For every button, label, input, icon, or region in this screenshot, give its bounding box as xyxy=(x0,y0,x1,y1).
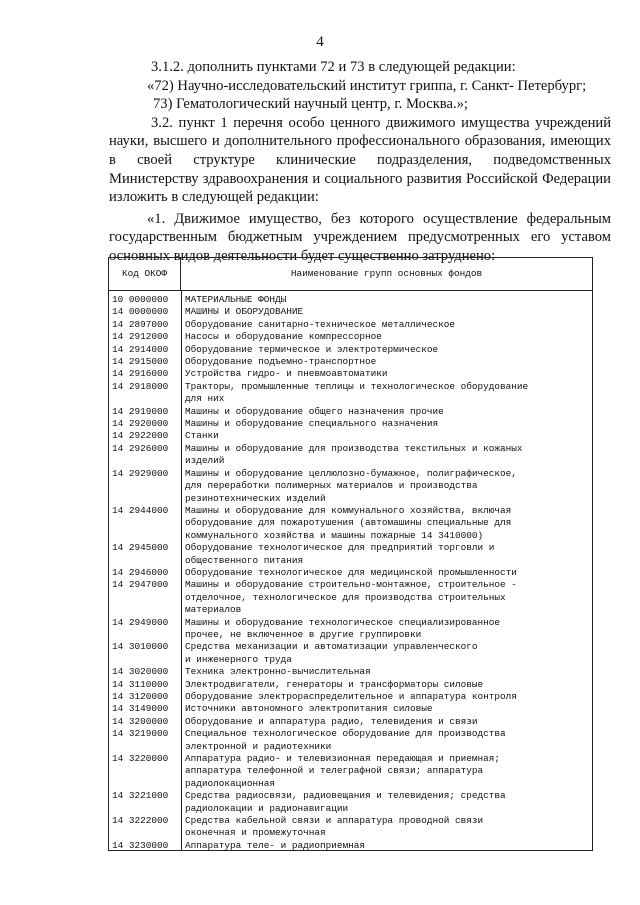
table-body xyxy=(109,290,592,850)
table-row xyxy=(109,716,592,728)
asset-group-name: МАТЕРИАЛЬНЫЕ ФОНДЫ xyxy=(185,294,287,305)
okof-code: 10 0000000 xyxy=(112,294,169,305)
asset-group-name: Машины и оборудование целлюлозно-бумажное, полиграфическое, для переработки полимерных материалов и производства резинотехнических изделий xyxy=(185,467,517,504)
table-row xyxy=(109,679,592,691)
asset-group-name: Средства механизации и автоматизации управленческого и инженерного труда xyxy=(185,641,478,665)
column-header-name: Наименование групп основных фондов xyxy=(290,267,483,279)
asset-group-name: Машины и оборудование для коммунального хозяйства, включая оборудование для пожаротушения (автомашины специальные для коммунального хозяйства и машины пожарные 14 3410000) xyxy=(185,504,512,541)
table-row xyxy=(109,703,592,715)
asset-group-name: Аппаратура теле- и радиоприемная xyxy=(185,839,366,851)
asset-group-name: Средства радиосвязи, радиовещания и телевидения; средства радиолокации и радионавигации xyxy=(185,790,506,814)
okof-code: 14 2926000 xyxy=(112,442,169,454)
paragraph-item-1: «1. Движимое имущество, без которого осуществление федеральным государственным бюджетным учреждением предусмотренных его уставом основных видов деятельности будет существенно затруднено: xyxy=(109,210,611,264)
okof-code: 14 3110000 xyxy=(112,678,169,690)
asset-group-name: Станки xyxy=(185,430,219,442)
table-rows xyxy=(109,294,592,852)
table-row xyxy=(109,728,592,753)
asset-group-name: Источники автономного электропитания силовые xyxy=(185,703,433,715)
table-row xyxy=(109,753,592,790)
okof-code: 14 3230000 xyxy=(112,839,169,851)
table-row xyxy=(109,344,592,356)
okof-code: 14 2944000 xyxy=(112,504,169,516)
asset-group-name: Оборудование термическое и электротермическое xyxy=(185,343,439,355)
okof-code: 14 2949000 xyxy=(112,616,169,628)
asset-group-name: Аппаратура радио- и телевизионная передающая и приемная; аппаратура телефонной и телеграфной связи; аппаратура радиолокационная xyxy=(185,753,501,789)
asset-group-name: Машины и оборудование строительно-монтажное, строительное - отделочное, технологическое для производства строительных материалов xyxy=(185,579,517,616)
asset-group-name: Машины и оборудование для производства текстильных и кожаных изделий xyxy=(185,442,523,467)
asset-group-name: Насосы и оборудование компрессорное xyxy=(185,331,382,343)
okof-code: 14 2897000 xyxy=(112,318,169,330)
asset-group-name: Специальное технологическое оборудование для производства электронной и радиотехники xyxy=(185,728,506,752)
okof-code: 14 2915000 xyxy=(112,356,169,368)
asset-group-name: Техника электронно-вычислительная xyxy=(185,666,371,678)
asset-group-name: Оборудование санитарно-техническое металлическое xyxy=(185,318,456,330)
table-row xyxy=(109,294,592,306)
table-row xyxy=(109,443,592,468)
page-number: 4 xyxy=(316,34,324,50)
okof-code: 14 2912000 xyxy=(112,331,169,343)
asset-group-name: Оборудование подъемно-транспортное xyxy=(185,356,377,368)
table-row xyxy=(109,840,592,852)
asset-group-name: Устройства гидро- и пневмоавтоматики xyxy=(185,368,388,380)
table-row xyxy=(109,691,592,703)
table-row xyxy=(109,617,592,642)
okof-code: 14 3220000 xyxy=(112,753,169,765)
okof-code: 14 2922000 xyxy=(112,430,169,442)
paragraph-3-1-2: 3.1.2. дополнить пунктами 72 и 73 в следующей редакции: xyxy=(151,59,516,75)
table-row xyxy=(109,468,592,505)
okof-code: 14 3200000 xyxy=(112,715,169,727)
okof-code: 14 2929000 xyxy=(112,467,169,479)
okof-code: 14 2920000 xyxy=(112,418,169,430)
okof-code: 14 2947000 xyxy=(112,579,169,591)
table-row xyxy=(109,306,592,318)
table-row xyxy=(109,579,592,616)
asset-group-name: Оборудование и аппаратура радио, телевидения и связи xyxy=(185,715,478,727)
okof-code: 14 3149000 xyxy=(112,703,169,715)
asset-group-name: Оборудование технологическое для медицинской промышленности xyxy=(185,566,517,578)
okof-code: 14 3219000 xyxy=(112,728,169,740)
table-row xyxy=(109,368,592,380)
okof-code: 14 3222000 xyxy=(112,815,169,827)
asset-group-name: Средства кабельной связи и аппаратура проводной связи оконечная и промежуточная xyxy=(185,815,484,839)
table-row xyxy=(109,666,592,678)
table-row xyxy=(109,542,592,567)
asset-group-name: Оборудование электрораспределительное и аппаратура контроля xyxy=(185,691,517,702)
table-row xyxy=(109,381,592,406)
okof-code: 14 2916000 xyxy=(112,368,169,380)
asset-group-name: Электродвигатели, генераторы и трансформаторы силовые xyxy=(185,678,484,690)
okof-code: 14 2946000 xyxy=(112,566,169,578)
asset-group-name: Машины и оборудование технологическое специализированное прочее, не включенное в другие группировки xyxy=(185,616,501,640)
table-header xyxy=(109,258,592,291)
table-row xyxy=(109,641,592,666)
okof-code: 14 2945000 xyxy=(112,542,169,554)
paragraph-3-2: 3.2. пункт 1 перечня особо ценного движимого имущества учреждений науки, высшего и дополнительного профессионального образования, имеющих в своей структуре клинические подразделения, подведомственных Министерству здравоохранения и социального развития Российской Федерации изложить в следующей редакции: xyxy=(109,114,611,206)
table-row xyxy=(109,815,592,840)
table-row xyxy=(109,505,592,542)
asset-group-name: Оборудование технологическое для предприятий торговли и общественного питания xyxy=(185,542,495,566)
asset-group-name: МАШИНЫ И ОБОРУДОВАНИЕ xyxy=(185,306,304,318)
table-row xyxy=(109,790,592,815)
asset-group-name: Машины и оборудование общего назначения прочие xyxy=(185,405,444,417)
okof-code: 14 2918000 xyxy=(112,380,169,392)
table-row xyxy=(109,430,592,442)
table-row xyxy=(109,356,592,368)
table-row xyxy=(109,406,592,418)
okof-code: 14 3020000 xyxy=(112,666,169,678)
paragraph-item-72: «72) Научно-исследовательский институт гриппа, г. Санкт- Петербург; xyxy=(147,77,587,94)
okof-code: 14 3221000 xyxy=(112,790,169,802)
asset-group-name: Тракторы, промышленные теплицы и технологическое оборудование для них xyxy=(185,380,529,405)
okof-code: 14 2919000 xyxy=(112,405,169,417)
asset-group-name: Машины и оборудование специального назначения xyxy=(185,418,439,430)
column-header-code: Код ОКОФ xyxy=(109,258,181,290)
table-row xyxy=(109,567,592,579)
okof-code: 14 0000000 xyxy=(112,306,169,318)
okof-code: 14 3010000 xyxy=(112,641,169,653)
okof-code: 14 2914000 xyxy=(112,343,169,355)
table-row xyxy=(109,418,592,430)
document-text xyxy=(109,58,611,266)
paragraph-item-73: 73) Гематологический научный центр, г. Москва.»; xyxy=(153,96,468,113)
okof-table xyxy=(108,257,593,851)
table-row xyxy=(109,319,592,331)
okof-code: 14 3120000 xyxy=(112,691,169,702)
table-row xyxy=(109,331,592,343)
